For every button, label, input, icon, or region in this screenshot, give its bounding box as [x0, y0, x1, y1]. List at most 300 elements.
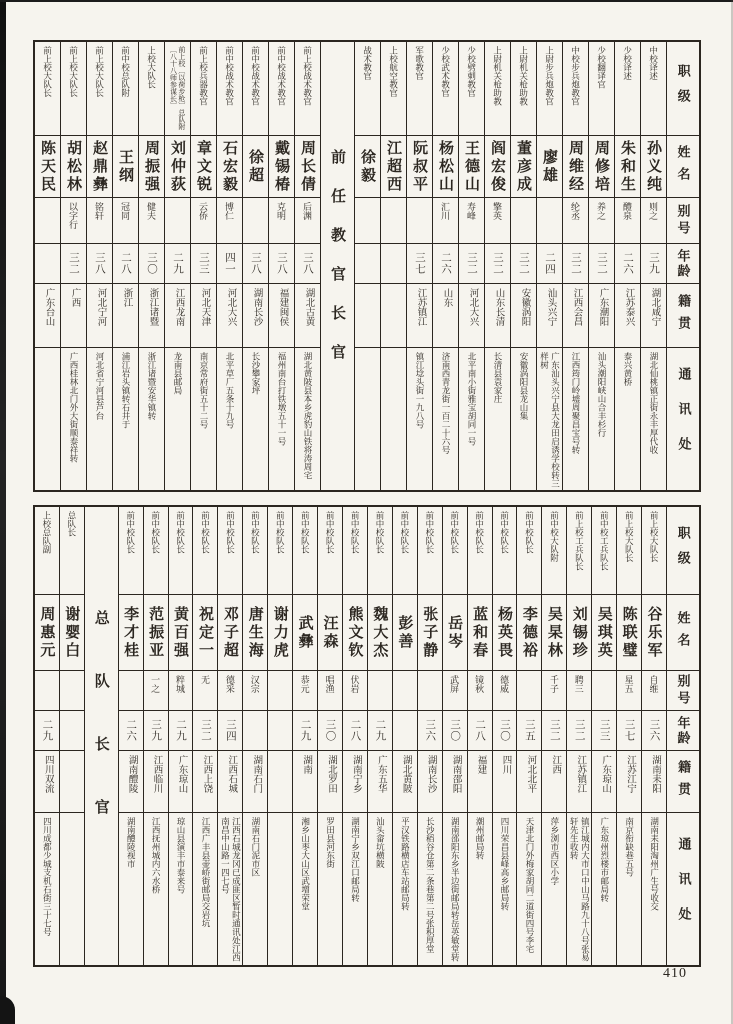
header-native-place: 籍贯	[667, 751, 699, 813]
alias-cell: 醴泉	[615, 198, 640, 244]
person-column	[192, 507, 217, 965]
rank-cell: 前上校大队长	[87, 42, 112, 136]
name-cell: 彭善	[393, 595, 417, 671]
native-place-cell: 福建闽侯	[269, 284, 294, 348]
section-title-column	[320, 42, 354, 490]
person-column	[614, 42, 640, 490]
address-cell: 广西桂林北门外大街顺泰祥转	[69, 352, 80, 463]
person-column	[536, 42, 562, 490]
row-headers-column	[666, 507, 699, 965]
alias-cell	[418, 671, 442, 711]
name-cell: 周惠元	[35, 595, 59, 671]
alias-cell: 星五	[617, 671, 641, 711]
address-cell: 江西抚州城内六水桥	[151, 817, 162, 894]
name-cell: 岳岑	[443, 595, 467, 671]
person-column	[190, 42, 216, 490]
address-cell: 长清县袁家庄	[493, 352, 504, 403]
native-place-cell	[60, 751, 84, 813]
alias-cell: 汇川	[433, 198, 458, 244]
header-alias: 别号	[667, 198, 699, 244]
name-cell: 范振亚	[144, 595, 168, 671]
rank-cell: 前中校队长	[218, 507, 242, 595]
rank-cell: 前中校队长	[418, 507, 442, 595]
address-cell: 广东汕头兴宁县大龙田启诱学校转三样树	[539, 352, 561, 488]
person-column	[616, 507, 641, 965]
alias-cell: 武屏	[443, 671, 467, 711]
age-cell: 三七	[407, 244, 432, 284]
name-cell: 祝定一	[193, 595, 217, 671]
header-alias: 别号	[667, 671, 699, 711]
age-cell	[381, 244, 406, 284]
section-title: 前任教官长官	[329, 149, 345, 383]
rank-cell: 前中校战术教官	[269, 42, 294, 136]
age-cell: 三六	[642, 711, 666, 751]
address-cell: 汕头畲坑横陂	[375, 817, 386, 868]
header-address: 通讯处	[676, 836, 692, 942]
rank-cell: 前中校战术教官	[217, 42, 242, 136]
alias-cell: 德采	[218, 671, 242, 711]
person-column	[406, 42, 432, 490]
rank-cell: 前上校大队长	[61, 42, 86, 136]
rank-cell: 前中校队长	[393, 507, 417, 595]
native-place-cell: 江苏镇江	[567, 751, 591, 813]
rank-cell: 前上校〔以荷步枪〕总队附〔八十八师参谋长〕	[165, 42, 190, 136]
native-place-cell: 广东台山	[35, 284, 60, 348]
person-column	[417, 507, 442, 965]
rank-cell: 前中校队长	[517, 507, 541, 595]
age-cell	[268, 711, 292, 751]
person-column	[380, 42, 406, 490]
alias-cell: 则之	[641, 198, 666, 244]
native-place-cell	[381, 284, 406, 348]
rank-cell: 少校武术教官	[433, 42, 458, 136]
alias-cell: 冠同	[113, 198, 138, 244]
native-place-cell: 江苏泰兴	[615, 284, 640, 348]
name-cell: 戴锡椿	[269, 136, 294, 198]
age-cell: 三八	[243, 244, 268, 284]
native-place-cell: 湖南	[293, 751, 317, 813]
native-place-cell: 湖南长沙	[243, 284, 268, 348]
alias-cell: 养之	[589, 198, 614, 244]
name-cell: 魏大杰	[368, 595, 392, 671]
name-cell: 阎宏俊	[485, 136, 510, 198]
age-cell	[35, 244, 60, 284]
name-cell: 江超西	[381, 136, 406, 198]
rank-cell: 前上校工兵队长	[567, 507, 591, 595]
rank-cell: 战术教官	[355, 42, 380, 136]
address-cell: 长沙稻谷仓第二条巷第二号张积厚堂	[425, 817, 436, 953]
name-cell: 周长倩	[295, 136, 320, 198]
age-cell: 三九	[641, 244, 666, 284]
age-cell: 三八	[295, 244, 320, 284]
header-rank: 职级	[667, 507, 699, 595]
age-cell: 二四	[537, 244, 562, 284]
name-cell: 李德裕	[517, 595, 541, 671]
name-cell: 胡松林	[61, 136, 86, 198]
person-column	[59, 507, 84, 965]
rank-cell: 前中校大队附	[542, 507, 566, 595]
native-place-cell: 浙江	[113, 284, 138, 348]
person-column	[484, 42, 510, 490]
rank-cell: 前上校战术教官	[295, 42, 320, 136]
name-cell: 阮叔平	[407, 136, 432, 198]
alias-cell	[243, 198, 268, 244]
native-place-cell: 湖南长沙	[418, 751, 442, 813]
page-number: 410	[663, 966, 687, 981]
native-place-cell: 四川双流	[35, 751, 59, 813]
address-cell	[381, 348, 406, 490]
native-place-cell: 山东长清	[485, 284, 510, 348]
person-column	[168, 507, 193, 965]
rank-cell: 上尉步兵炮教官	[537, 42, 562, 136]
native-place-cell: 江西石城	[218, 751, 242, 813]
name-cell: 朱和生	[615, 136, 640, 198]
former-instructors-table	[33, 40, 701, 492]
rank-cell: 前中校队长	[318, 507, 342, 595]
age-cell: 三三	[191, 244, 216, 284]
address-cell: 湖南宁乡双江口邮局转	[350, 817, 361, 902]
person-column	[164, 42, 190, 490]
address-cell: 萍乡浏市西区小学	[549, 817, 560, 885]
native-place-cell: 江西龙南	[165, 284, 190, 348]
name-cell: 周修培	[589, 136, 614, 198]
age-cell: 二九	[165, 244, 190, 284]
alias-cell: 千子	[542, 671, 566, 711]
person-column	[641, 507, 666, 965]
name-cell: 谢婴白	[60, 595, 84, 671]
rank-cell: 中校译述	[641, 42, 666, 136]
name-cell: 邓子超	[218, 595, 242, 671]
name-cell: 吴杲林	[542, 595, 566, 671]
address-cell: 南京衔缺巷五号	[624, 817, 635, 877]
alias-cell: 云侨	[191, 198, 216, 244]
rank-cell: 前中校总队附	[113, 42, 138, 136]
address-cell: 罗田县河东街	[325, 817, 336, 868]
alias-cell	[511, 198, 536, 244]
alias-cell	[355, 198, 380, 244]
address-cell: 广东琼州烈楼市邮局转	[599, 817, 610, 902]
person-column	[510, 42, 536, 490]
age-cell	[60, 711, 84, 751]
name-cell: 周维经	[563, 136, 588, 198]
name-cell: 王纲	[113, 136, 138, 198]
native-place-cell: 湖南宁乡	[343, 751, 367, 813]
header-age: 年龄	[667, 711, 699, 751]
age-cell: 二九	[35, 711, 59, 751]
scan-edge-top	[0, 0, 733, 2]
name-cell: 杨英畏	[493, 595, 517, 671]
age-cell: 三〇	[139, 244, 164, 284]
name-cell: 石宏毅	[217, 136, 242, 198]
alias-cell	[517, 671, 541, 711]
alias-cell: 镜秋	[468, 671, 492, 711]
person-column	[432, 42, 458, 490]
age-cell: 三七	[617, 711, 641, 751]
alias-cell: 粹城	[169, 671, 193, 711]
rank-cell: 上校总队副	[35, 507, 59, 595]
rank-cell: 上校大队长	[139, 42, 164, 136]
age-cell: 三九	[144, 711, 168, 751]
native-place-cell: 江西会昌	[563, 284, 588, 348]
name-cell: 谢力虎	[268, 595, 292, 671]
native-place-cell: 河北大兴	[217, 284, 242, 348]
native-place-cell: 湖北咸宁	[641, 284, 666, 348]
native-place-cell: 浙江诸暨	[139, 284, 164, 348]
rank-cell: 前中校队长	[468, 507, 492, 595]
address-cell	[35, 348, 60, 490]
person-column	[458, 42, 484, 490]
scan-corner-bottom-left	[0, 996, 15, 1024]
alias-cell	[381, 198, 406, 244]
address-cell: 湖北黄陂县本乡虎豹山铁将涛周宅	[303, 352, 314, 480]
native-place-cell: 汕头兴宁	[537, 284, 562, 348]
rank-cell: 前上校大队长	[642, 507, 666, 595]
address-cell: 龙南县邮局	[173, 352, 184, 395]
age-cell: 三二	[61, 244, 86, 284]
address-cell: 泰兴黄桥	[623, 352, 634, 386]
native-place-cell: 福建	[468, 751, 492, 813]
address-cell: 福州南台打铁墩五十一号	[277, 352, 288, 446]
address-cell: 江西广丰县壶峤街邮局交岩坑	[200, 817, 211, 928]
address-cell: 镇江城内大市口中山马路九十八号张易轩先生收转	[569, 817, 591, 962]
age-cell: 三二	[459, 244, 484, 284]
address-cell	[268, 813, 292, 965]
header-address: 通讯处	[676, 366, 692, 472]
alias-cell	[368, 671, 392, 711]
native-place-cell: 江西	[542, 751, 566, 813]
person-column	[354, 42, 380, 490]
alias-cell: 纶丞	[563, 198, 588, 244]
person-column	[392, 507, 417, 965]
alias-cell: 一之	[144, 671, 168, 711]
age-cell: 二六	[615, 244, 640, 284]
address-cell	[355, 348, 380, 490]
name-cell: 孙义纯	[641, 136, 666, 198]
age-cell: 二九	[169, 711, 193, 751]
name-cell: 黄百强	[169, 595, 193, 671]
native-place-cell: 山东	[433, 284, 458, 348]
rank-cell: 前中校队长	[169, 507, 193, 595]
native-place-cell: 河北大兴	[459, 284, 484, 348]
name-cell: 王德山	[459, 136, 484, 198]
rank-cell: 上尉机关枪助教	[511, 42, 536, 136]
person-column	[492, 507, 517, 965]
address-cell: 北平草厂五条十九号	[225, 352, 236, 429]
rank-cell: 前中校队长	[268, 507, 292, 595]
header-age: 年龄	[667, 244, 699, 284]
native-place-cell: 安徽涡阳	[511, 284, 536, 348]
person-column	[60, 42, 86, 490]
age-cell: 二六	[119, 711, 143, 751]
rank-cell: 前中校队长	[343, 507, 367, 595]
native-place-cell: 江苏镇江	[407, 284, 432, 348]
name-cell: 章文锐	[191, 136, 216, 198]
alias-cell	[393, 671, 417, 711]
native-place-cell: 河北北平	[517, 751, 541, 813]
rank-cell: 前上校大队长	[35, 42, 60, 136]
rank-cell: 少校翻译官	[589, 42, 614, 136]
age-cell: 三五	[517, 711, 541, 751]
alias-cell: 唱渔	[318, 671, 342, 711]
age-cell: 二六	[433, 244, 458, 284]
header-native-place: 籍贯	[667, 284, 699, 348]
age-cell: 四一	[217, 244, 242, 284]
rank-cell: 前上校大队长	[617, 507, 641, 595]
person-column	[367, 507, 392, 965]
person-column	[217, 507, 242, 965]
native-place-cell: 湖南耒阳	[642, 751, 666, 813]
alias-cell: 聘三	[567, 671, 591, 711]
age-cell: 二九	[293, 711, 317, 751]
address-cell: 南京常府街五十二号	[199, 352, 210, 429]
age-cell	[393, 711, 417, 751]
address-cell: 长沙攀家坪	[251, 352, 262, 395]
person-column	[86, 42, 112, 490]
rank-cell: 前中校战术教官	[243, 42, 268, 136]
name-cell: 周振强	[139, 136, 164, 198]
rank-cell: 前中校队长	[243, 507, 267, 595]
rank-cell: 前中校队长	[493, 507, 517, 595]
person-column	[138, 42, 164, 490]
section-title-column	[84, 507, 118, 965]
person-column	[242, 42, 268, 490]
address-cell: 北平南小街雅宝胡同一号	[467, 352, 478, 446]
alias-cell	[35, 198, 60, 244]
native-place-cell: 湖南醴陵	[119, 751, 143, 813]
person-column	[294, 42, 320, 490]
person-column	[267, 507, 292, 965]
address-cell: 四川成都少城支机石街三十七号	[42, 817, 53, 936]
alias-cell: 博仁	[217, 198, 242, 244]
native-place-cell: 河北天津	[191, 284, 216, 348]
person-column	[516, 507, 541, 965]
age-cell: 三二	[511, 244, 536, 284]
person-column	[268, 42, 294, 490]
name-cell: 张子静	[418, 595, 442, 671]
name-cell: 汪森	[318, 595, 342, 671]
rank-cell: 少校劈刺教官	[459, 42, 484, 136]
alias-cell	[60, 671, 84, 711]
person-column	[467, 507, 492, 965]
native-place-cell: 湖北古黄	[295, 284, 320, 348]
address-cell: 汕头潮阳峡山合丰杉行	[597, 352, 608, 437]
alias-cell	[165, 198, 190, 244]
age-cell: 三二	[485, 244, 510, 284]
person-column	[342, 507, 367, 965]
name-cell: 徐毅	[355, 136, 380, 198]
alias-cell: 克明	[269, 198, 294, 244]
age-cell: 三四	[218, 711, 242, 751]
age-cell: 三三	[592, 711, 616, 751]
alias-cell	[119, 671, 143, 711]
age-cell: 三二	[542, 711, 566, 751]
rank-cell: 中校步兵炮教官	[563, 42, 588, 136]
native-place-cell: 江苏江宁	[617, 751, 641, 813]
address-cell: 湖南石门泥市区	[250, 817, 261, 877]
section-title: 总队长官	[92, 610, 109, 862]
name-cell: 赵鼎彝	[87, 136, 112, 198]
address-cell: 济南西青龙街一百二十六号	[441, 352, 452, 454]
name-cell: 陈联璧	[617, 595, 641, 671]
rank-cell: 上尉机关枪助教	[485, 42, 510, 136]
age-cell: 二八	[468, 711, 492, 751]
native-place-cell: 广西	[61, 284, 86, 348]
address-cell: 江西筠门岭墟周聚昌宝号转	[571, 352, 582, 454]
alias-cell: 伏岩	[343, 671, 367, 711]
person-column	[442, 507, 467, 965]
age-cell: 三六	[418, 711, 442, 751]
age-cell: 二八	[343, 711, 367, 751]
name-cell: 熊文钦	[343, 595, 367, 671]
address-cell: 河北省宁河县芦台	[95, 352, 106, 420]
person-column	[242, 507, 267, 965]
alias-cell: 擎英	[485, 198, 510, 244]
address-cell: 平汉铁路横店车站邮局转	[400, 817, 411, 911]
name-cell: 蓝和春	[468, 595, 492, 671]
age-cell: 三二	[193, 711, 217, 751]
name-cell: 李才桂	[119, 595, 143, 671]
age-cell: 二九	[368, 711, 392, 751]
age-cell: 三〇	[443, 711, 467, 751]
address-cell: 湖南耒阳淘州广生号收交	[649, 817, 660, 911]
header-rank: 职级	[667, 42, 699, 136]
age-cell: 三八	[87, 244, 112, 284]
rank-cell: 前上校兵器教官	[191, 42, 216, 136]
address-cell: 湖南邵阳东乡半边街邮局转岳英敏堂转	[450, 817, 461, 962]
rank-cell: 前中校队长	[144, 507, 168, 595]
address-cell: 浙江诸暨安华镇转	[147, 352, 158, 420]
age-cell: 二八	[113, 244, 138, 284]
alias-cell: 健夫	[139, 198, 164, 244]
native-place-cell: 江西上饶	[193, 751, 217, 813]
native-place-cell	[355, 284, 380, 348]
native-place-cell: 江西临川	[144, 751, 168, 813]
person-column	[562, 42, 588, 490]
alias-cell: 恭元	[293, 671, 317, 711]
alias-cell: 德威	[493, 671, 517, 711]
person-column	[35, 42, 60, 490]
address-cell: 天津北门外梅家胡同二道街四号李宅	[524, 817, 535, 953]
person-column	[292, 507, 317, 965]
person-column	[541, 507, 566, 965]
address-cell: 湖南醴陵视市	[126, 817, 137, 868]
name-cell: 廖雄	[537, 136, 562, 198]
address-cell: 安徽涡阳县龙山集	[519, 352, 530, 420]
alias-cell	[592, 671, 616, 711]
native-place-cell: 河北宁河	[87, 284, 112, 348]
native-place-cell: 广东五华	[368, 751, 392, 813]
person-column	[118, 507, 143, 965]
alias-cell	[35, 671, 59, 711]
age-cell: 三八	[269, 244, 294, 284]
native-place-cell: 广东潮阳	[589, 284, 614, 348]
rank-cell: 前中校队长	[293, 507, 317, 595]
address-cell: 江西石城龙冈已成匪区暂时通讯处江西南昌中山路一四七号	[220, 817, 242, 962]
rank-cell: 前中校队长	[368, 507, 392, 595]
native-place-cell: 广东琼山	[169, 751, 193, 813]
name-cell: 吴琪英	[592, 595, 616, 671]
native-place-cell	[268, 751, 292, 813]
brigade-officers-table	[33, 505, 701, 967]
native-place-cell: 湖北黄陂	[393, 751, 417, 813]
rank-cell: 前中校队长	[443, 507, 467, 595]
native-place-cell: 湖南石门	[243, 751, 267, 813]
name-cell: 董彦成	[511, 136, 536, 198]
age-cell: 三二	[567, 711, 591, 751]
alias-cell: 铭轩	[87, 198, 112, 244]
address-cell: 湖北仙桃镇正街永丰厚代收	[649, 352, 660, 454]
name-cell: 谷乐军	[642, 595, 666, 671]
